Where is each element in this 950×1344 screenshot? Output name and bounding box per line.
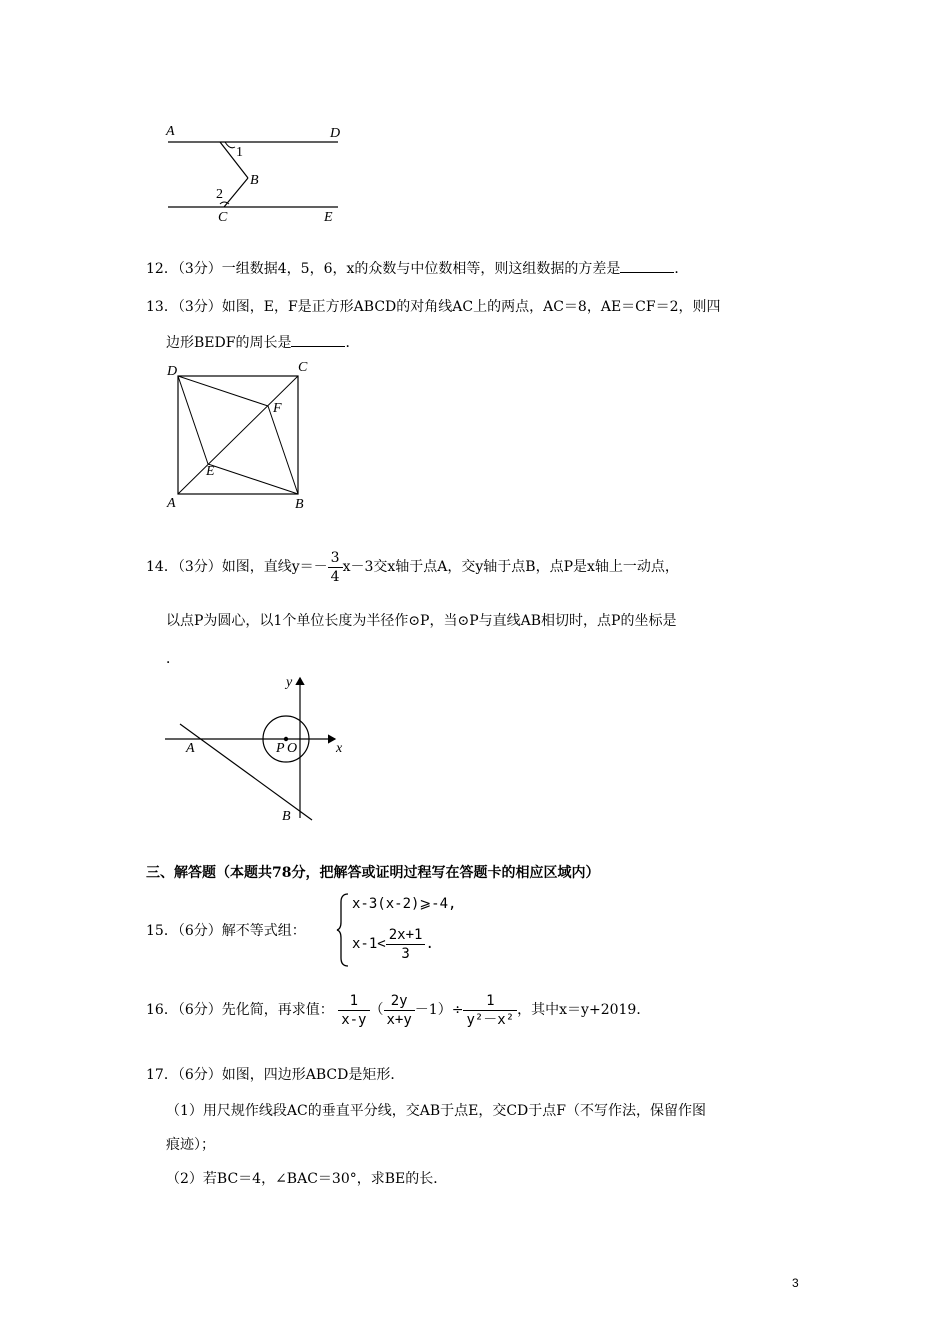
fraction-1-xy: $\frac{1}{x-y}$	[338, 992, 369, 1029]
label-A: A	[167, 496, 176, 511]
brace-icon	[336, 892, 350, 968]
label-A: A	[166, 124, 175, 139]
question-17-part2: （2）若BC＝4，∠BAC＝30°，求BE的长．	[166, 1171, 448, 1187]
label-E: E	[324, 210, 333, 225]
question-14-line2: 以点P为圆心，以1个单位长度为半径作⊙P，当⊙P与直线AB相切时，点P的坐标是	[166, 613, 677, 629]
figure-parallel-lines	[160, 118, 360, 228]
figure-coordinate	[160, 668, 360, 828]
section-heading: 三、解答题（本题共78分，把解答或证明过程写在答题卡的相应区域内）	[146, 865, 600, 881]
answer-blank[interactable]	[620, 258, 674, 273]
label-y: y	[286, 675, 293, 690]
label-E: E	[206, 464, 215, 479]
label-1: 1	[236, 145, 243, 160]
question-17-part1-cont: 痕迹）；	[166, 1137, 215, 1153]
fraction-1-y2x2: $\frac{1}{\text{y²－x²}}$	[463, 992, 517, 1029]
question-15: 15．（6分）解不等式组：	[146, 923, 306, 939]
label-B: B	[282, 809, 291, 824]
question-13: 13．（3分）如图，E，F是正方形ABCD的对角线AC上的两点，AC＝8，AE＝CF＝2，则四	[146, 299, 721, 315]
fraction-3-4: $\frac{3}{4}$	[328, 549, 343, 586]
label-D: D	[330, 126, 341, 141]
question-14: 14．（3分）如图，直线y＝－ $\frac{3}{4}$ x－3交x轴于点A，交y轴于点B，点P是x轴上一动点，	[146, 549, 679, 585]
question-16: 16．（6分）先化简，再求值： $\frac{1}{x-y}$ （ $\frac{2y}{x+y}$ －1）÷ $\frac{1}{\text{y²－x²}}$ ，其中x＝y+2019．	[146, 992, 651, 1028]
inequality-1: x-3(x-2)⩾-4,	[352, 896, 457, 912]
answer-blank[interactable]	[291, 332, 345, 347]
label-B: B	[250, 173, 259, 188]
question-14-line3: ．	[166, 651, 180, 667]
fraction-2x1-3: $\frac{2x+1}{3}$	[386, 926, 426, 963]
label-x: x	[336, 741, 343, 756]
label-P: P	[276, 741, 285, 756]
label-B: B	[295, 497, 304, 512]
fraction-2y-xy: $\frac{2y}{x+y}$	[384, 992, 415, 1029]
label-F: F	[273, 401, 282, 416]
figure-square	[160, 356, 320, 516]
question-13-line2: 边形BEDF的周长是 ．	[166, 332, 359, 352]
question-17: 17．（6分）如图，四边形ABCD是矩形．	[146, 1067, 405, 1083]
label-2: 2	[216, 187, 223, 202]
label-C: C	[298, 360, 308, 375]
label-C: C	[218, 210, 228, 225]
label-A: A	[186, 741, 195, 756]
label-O: O	[287, 741, 298, 756]
inequality-2: x-1< $\frac{2x+1}{3}$ .	[352, 926, 434, 962]
question-17-part1: （1）用尺规作线段AC的垂直平分线，交AB于点E，交CD于点F（不写作法，保留作图	[166, 1103, 706, 1119]
question-12: 12．（3分）一组数据4，5，6，x的众数与中位数相等，则这组数据的方差是 ．	[146, 258, 688, 278]
page-number: 3	[792, 1276, 799, 1290]
label-D: D	[167, 364, 178, 379]
